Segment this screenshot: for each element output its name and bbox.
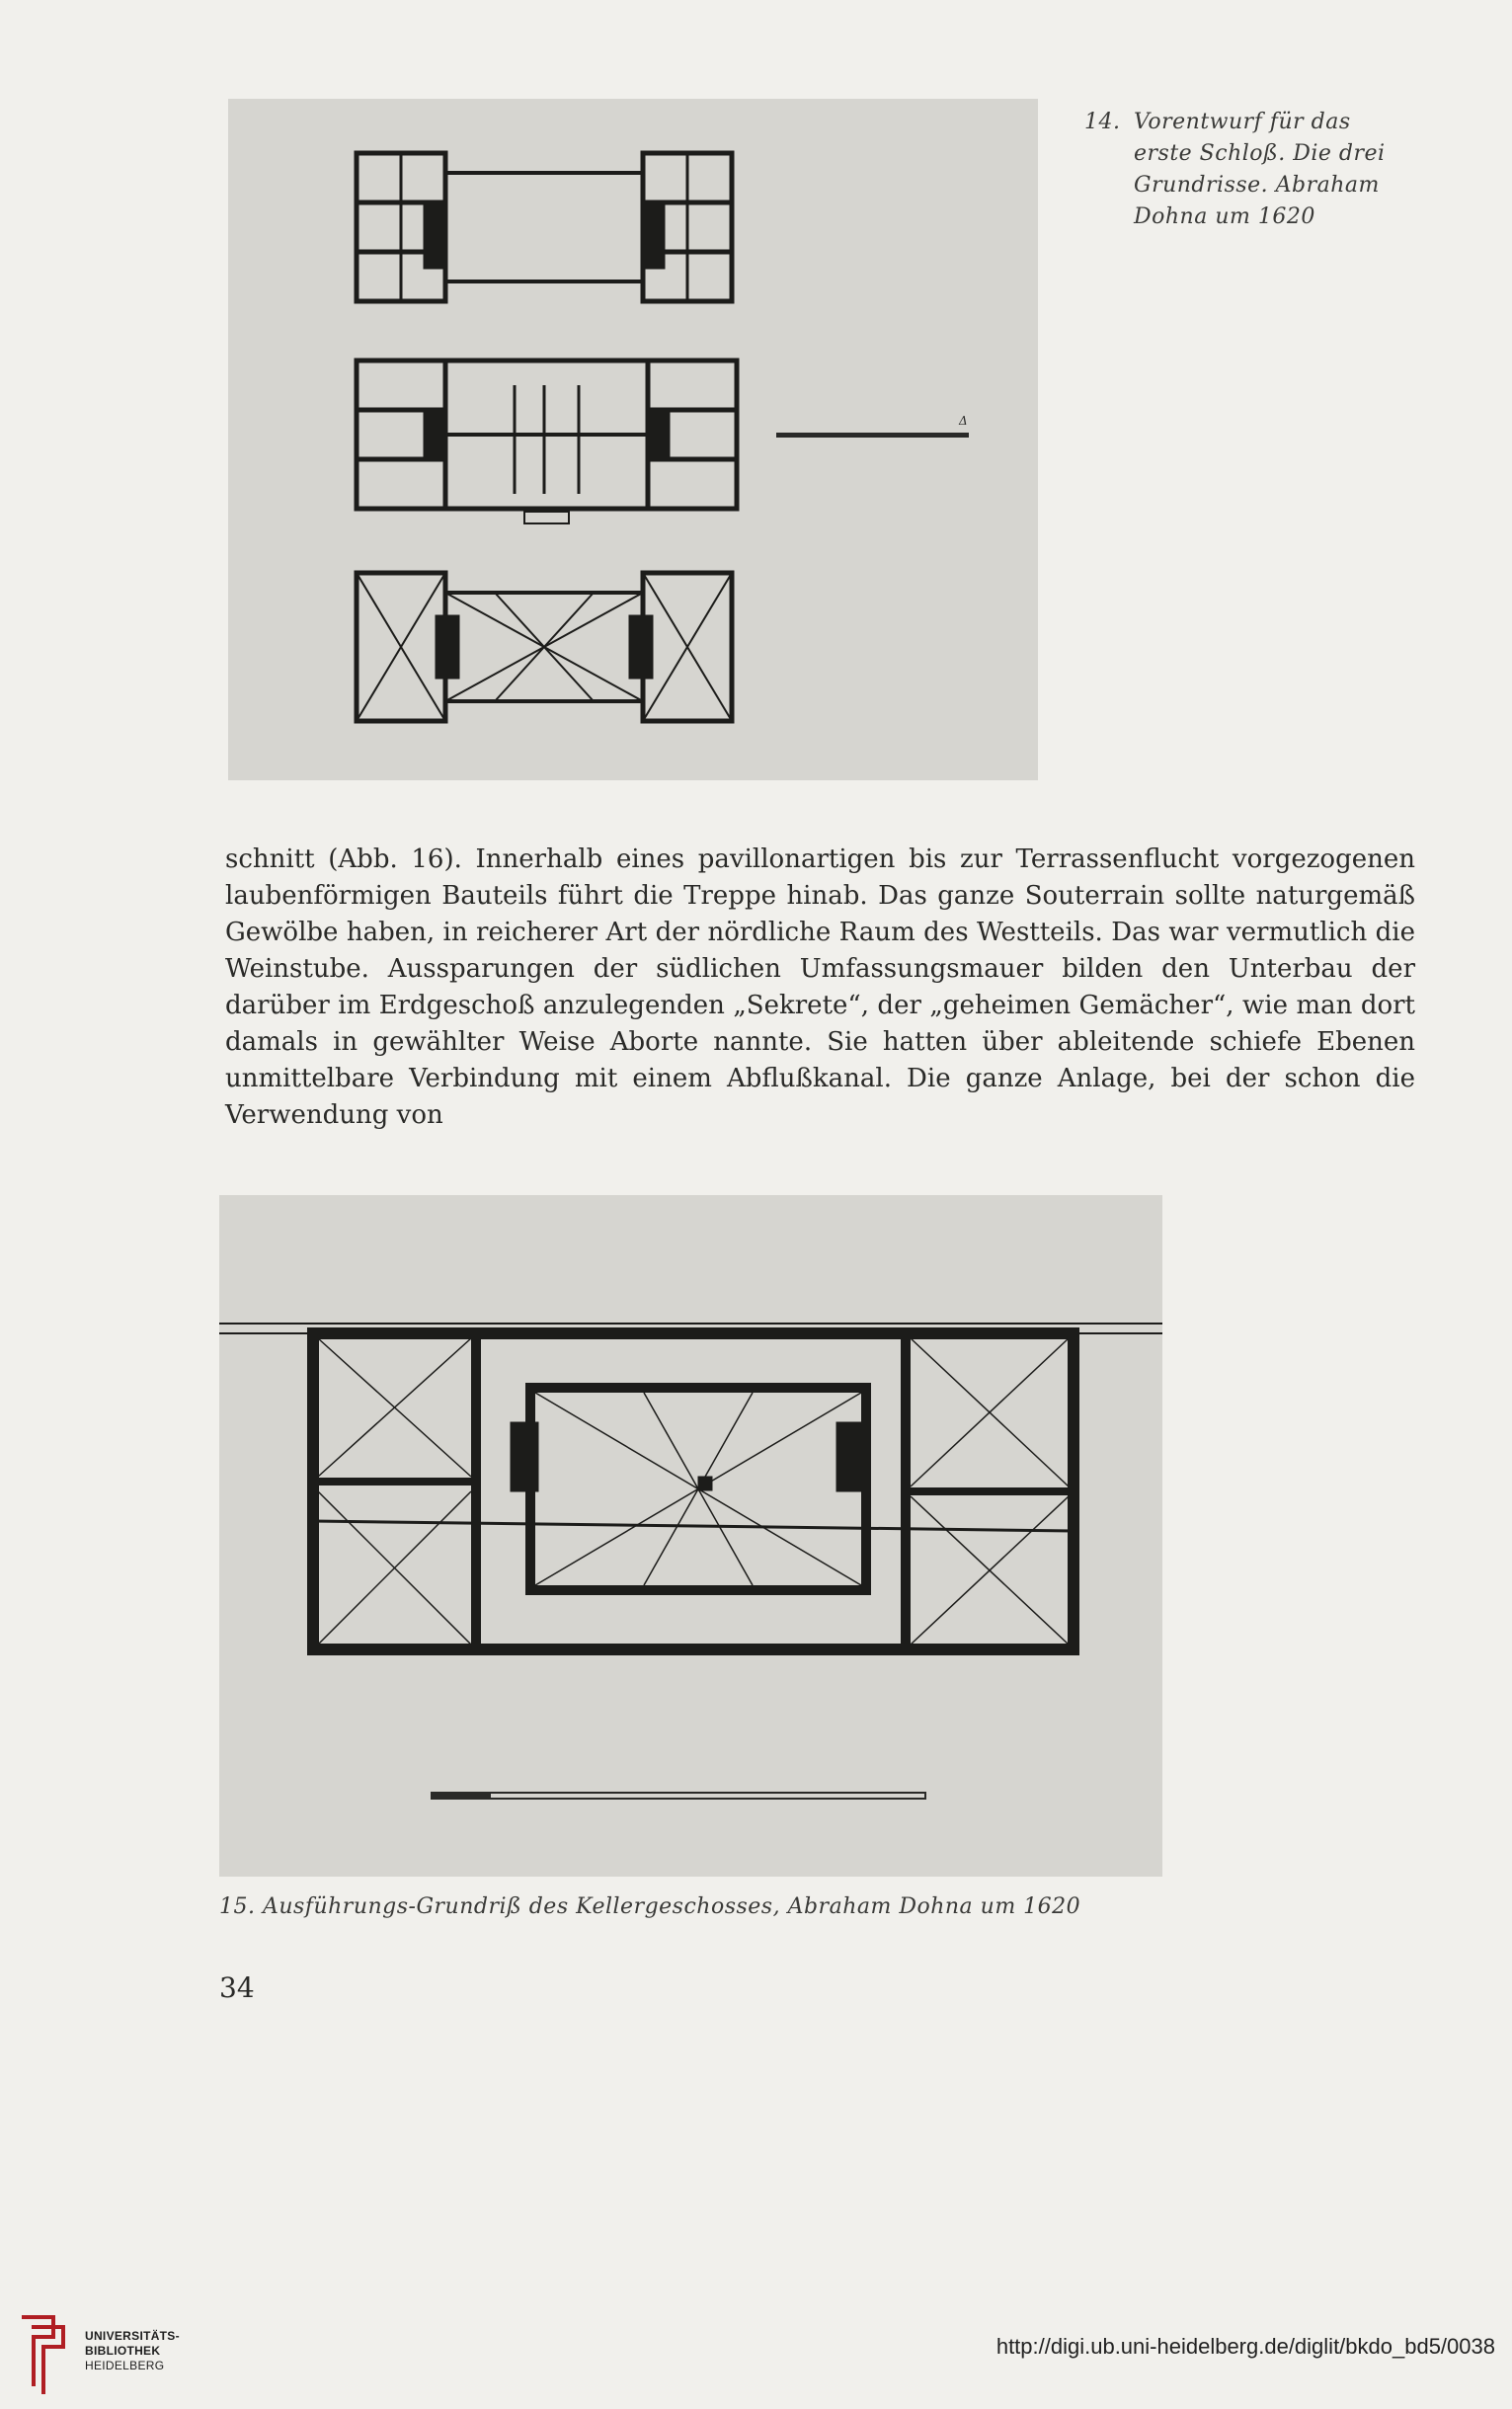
figure-14-caption-line: Grundrisse. Abraham [1134,173,1380,198]
library-name [85,2329,180,2373]
figure-14-caption-line: erste Schloß. Die drei [1134,141,1386,166]
scale-bar-14 [776,414,969,438]
figure-14-number: 14. [1084,110,1121,134]
figure-14-caption-text [1134,107,1391,233]
footer [0,2293,1512,2409]
source-url-link[interactable]: http://digi.ub.uni-heidelberg.de/diglit/bkdo_bd5/0038 [995,2334,1495,2359]
plan-middle [357,361,737,523]
body-text [225,842,1415,1134]
library-name-line: UNIVERSITÄTS- [85,2329,180,2343]
floor-plans-drawing [228,99,1038,780]
body-paragraph: schnitt (Abb. 16). Innerhalb eines pavillonartigen bis zur Terrassenflucht vorgezogenen laubenförmigen Bauteils führt die Treppe hinab. Das ganze Souterrain sollte naturgemäß Gewölbe haben, in reicherer Art der nördliche Raum des Westteils. Das war vermutlich die Weinstube. Aussparungen der südlichen Umfassungsmauer bilden den Unterbau der darüber im Erdgeschoß anzulegenden „Sekrete“, der „geheimen Gemächer“, wie man dort damals in gewählter Weise Aborte nannte. Sie hatten über ableitende schiefe Ebenen unmittelbare Verbindung mit einem Abflußkanal. Die ganze Anlage, bei der schon die Verwendung von [225,844,1415,1130]
cellar-walls [219,1324,1162,1649]
figure-15-cellar-plan [219,1195,1162,1877]
figure-14-floor-plans [228,99,1038,780]
library-name-line: BIBLIOTHEK [85,2344,161,2358]
plan-lower [357,573,732,721]
svg-text:Δ: Δ [959,414,968,428]
figure-15-caption: 15. Ausführungs-Grundriß des Kellergeschosses, Abraham Dohna um 1620 [219,1894,1081,1919]
library-logo-icon [14,2307,73,2396]
cellar-plan-drawing [219,1195,1162,1877]
figure-14-caption-line: Vorentwurf für das [1134,110,1351,134]
plan-upper [357,153,732,301]
scale-bar-15 [432,1793,925,1799]
library-name-line: HEIDELBERG [85,2359,165,2372]
page-number: 34 [219,1971,255,2004]
figure-14-caption-line: Dohna um 1620 [1134,204,1315,229]
